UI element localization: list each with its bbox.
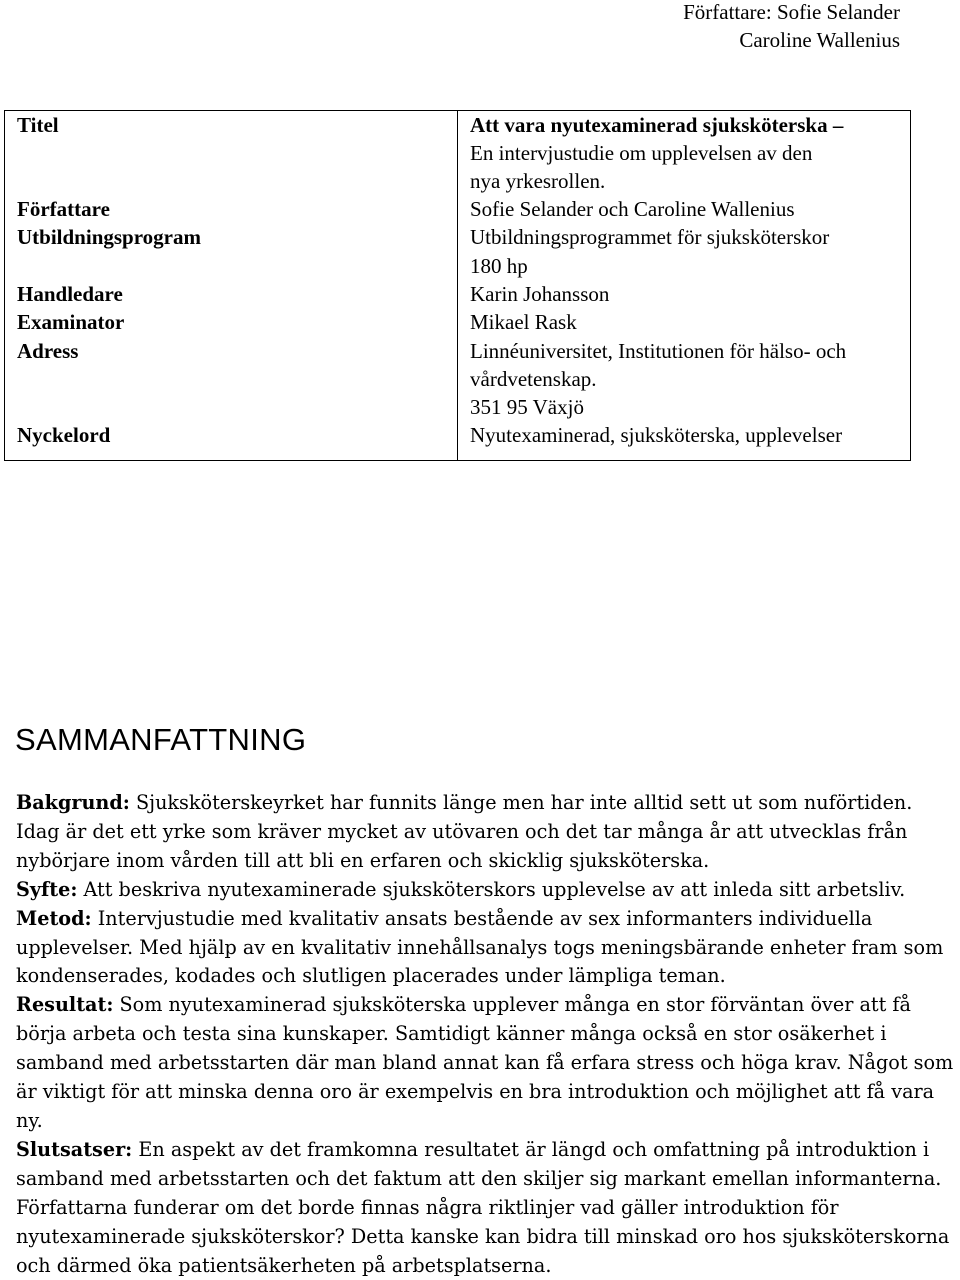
conclusions-text: En aspekt av det framkomna resultatet är längd och omfattning på introduktion i samband med arbetsstarten och det faktum att den skiljer sig markant emellan informanterna. Författarna funderar om det borde finnas några riktlinjer vad gäller introduktion för nyutexaminerade sjuksköterskor? Detta kanske kan bidra till minskad oro hos sjuksköterskorna och därmed öka patientsäkerheten på arbetsplatserna.: [16, 1137, 950, 1277]
authors-header: [683, 0, 900, 54]
label-title: Titel: [17, 113, 59, 137]
label-program: Utbildningsprogram: [17, 225, 201, 249]
background-text: Sjuksköterskeyrket har funnits länge men har inte alltid sett ut som nuförtiden. Idag är det ett yrke som kräver mycket av utövaren och det tar många år att utvecklas från nybörjare inom vården till att bli en erfaren och skicklig sjuksköterska.: [16, 791, 913, 872]
value-address-line2: vårdvetenskap.: [470, 367, 597, 391]
background-label: Bakgrund:: [16, 791, 130, 814]
authors-header-line1: Författare: Sofie Selander: [683, 0, 900, 24]
label-supervisor: Handledare: [17, 282, 123, 306]
label-examiner: Examinator: [17, 310, 125, 334]
value-address-line3: 351 95 Växjö: [470, 395, 584, 419]
authors-header-line2: Caroline Wallenius: [739, 28, 900, 52]
value-program-line1: Utbildningsprogrammet för sjuksköterskor: [470, 225, 830, 249]
value-examiner: Mikael Rask: [470, 310, 577, 334]
method-text: Intervjustudie med kvalitativ ansats bestående av sex informanters individuella upplevelser. Med hjälp av en kvalitativ innehållsanalys togs meningsbärande enheter fram som kondenserades, kodades och slutligen placerades under lämpliga teman.: [16, 906, 944, 988]
value-title-line3: nya yrkesrollen.: [470, 169, 606, 193]
aim-label: Syfte:: [16, 877, 78, 901]
results-label: Resultat:: [16, 993, 114, 1017]
method-label: Metod:: [16, 906, 92, 930]
summary-aim: [16, 876, 960, 905]
metadata-labels-column: [17, 111, 458, 460]
value-title-line2: En intervjustudie om upplevelsen av den: [470, 141, 813, 165]
value-supervisor: Karin Johansson: [470, 282, 610, 306]
summary-body: [16, 789, 960, 1280]
summary-heading: SAMMANFATTNING: [15, 722, 307, 757]
results-text: Som nyutexaminerad sjuksköterska upplever många en stor förväntan över att få börja arbeta och testa sina kunskaper. Samtidigt känner många också en stor osäkerhet i samband med arbetsstarten där man bland annat kan få erfara stress och höga krav. Något som är viktigt för att minska denna oro är exempelvis en bra introduktion och möjlighet att få vara ny.: [16, 993, 954, 1132]
aim-text: Att beskriva nyutexaminerade sjuksköterskors upplevelse av att inleda sitt arbetsliv.: [77, 877, 906, 901]
label-keywords: Nyckelord: [17, 423, 111, 447]
value-title-line1: Att vara nyutexaminerad sjuksköterska –: [470, 113, 844, 137]
value-authors: Sofie Selander och Caroline Wallenius: [470, 197, 795, 221]
thesis-metadata-table: [4, 110, 911, 461]
summary-background: [16, 789, 960, 876]
label-address: Adress: [17, 339, 79, 363]
summary-results: [16, 991, 960, 1136]
value-keywords: Nyutexaminerad, sjuksköterska, upplevelser: [470, 423, 843, 447]
summary-conclusions: [16, 1136, 960, 1280]
value-program-line2: 180 hp: [470, 254, 528, 278]
value-address-line1: Linnéuniversitet, Institutionen för hälso- och: [470, 339, 847, 363]
summary-method: [16, 905, 960, 992]
label-authors: Författare: [17, 197, 110, 221]
conclusions-label: Slutsatser:: [16, 1137, 133, 1161]
